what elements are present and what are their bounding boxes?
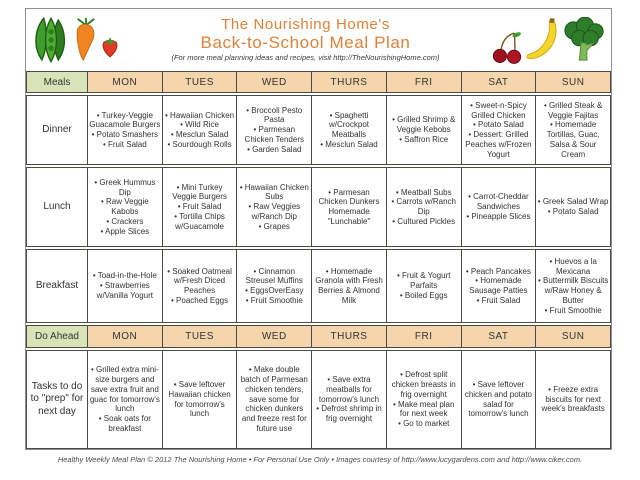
meal-item: • Fruit & Yogurt Parfaits — [396, 271, 451, 291]
meal-item: • Greek Hummus Dip — [94, 177, 156, 197]
lunch-cell-wed — [236, 168, 311, 246]
meal-item: • Wild Rice — [180, 120, 219, 130]
breakfast-cell-sat — [461, 250, 536, 322]
meal-item: • Make double batch of Parmesan chicken tenders, save some for chicken dunkers and freeze rest for future use — [240, 365, 308, 433]
dinner-cell-fri — [386, 96, 461, 164]
meal-item: • Freeze extra biscuits for next week's breakfasts — [541, 384, 605, 414]
meal-item: • Crackers — [106, 216, 144, 226]
dinner-cell-sun — [535, 96, 610, 164]
meal-item: • Save extra meatballs for tomorrow's lunch — [318, 375, 380, 404]
meal-item: • Carrots w/Ranch Dip — [391, 197, 456, 216]
peas-icon — [31, 16, 71, 64]
day-header-sun: SUN — [535, 326, 610, 347]
day-header-wed: WED — [236, 326, 311, 347]
meal-item: • Mesclun Salad — [320, 139, 378, 149]
lunch-cell-sat — [461, 168, 536, 246]
meal-item: • Defrost split chicken breasts in frig overnight — [391, 370, 456, 399]
header-titles — [119, 17, 492, 62]
breakfast-cell-sun — [535, 250, 610, 322]
meals-header-cell: Meals — [27, 72, 87, 92]
lunch-cell-mon — [87, 168, 162, 246]
banana-icon — [524, 16, 560, 64]
row-label-breakfast: Breakfast — [35, 279, 79, 291]
tasks-row — [26, 350, 611, 449]
dinner-cell-tues — [162, 96, 237, 164]
lunch-cell-sun — [535, 168, 610, 246]
day-header-fri: FRI — [386, 326, 461, 347]
meal-item: • Grilled extra mini-size burgers and save extra fruit and guac for tomorrow's lunch — [89, 365, 160, 414]
meal-item: • Raw Veggie Kabobs — [100, 197, 149, 216]
meal-item: • Sourdough Rolls — [167, 139, 232, 149]
meal-item: • Potato Salad — [473, 120, 524, 130]
meal-item: • Broccoli Pesto Pasta — [246, 105, 303, 125]
doahead-header-cell: Do Ahead — [27, 326, 87, 347]
meal-item: • Grilled Steak & Veggie Fajitas — [543, 100, 603, 120]
days-header-row — [26, 71, 611, 93]
meal-item: • Turkey-Veggie Guacamole Burgers — [89, 110, 161, 130]
row-label-tasks: Tasks to do to "prep" for next day — [30, 380, 84, 417]
lunch-cell-tues — [162, 168, 237, 246]
meal-item: • Cultured Pickles — [392, 216, 456, 226]
row-label-dinner: Dinner — [42, 123, 72, 135]
lunch-row — [26, 167, 611, 247]
breakfast-cell-mon — [87, 250, 162, 322]
day-header-thurs: THURS — [311, 72, 386, 92]
header-icons-left — [31, 16, 119, 64]
meal-item: • Buttermilk Biscuits w/Raw Honey & Butter — [537, 276, 609, 305]
day-header-sun: SUN — [535, 72, 610, 92]
day-header-tues: TUES — [162, 326, 237, 347]
meal-item: • Sweet-n-Spicy Grilled Chicken — [470, 100, 527, 120]
day-header-tues: TUES — [162, 72, 237, 92]
day-header-wed: WED — [236, 72, 311, 92]
meal-item: • Homemade Granola with Fresh Berries & Almond Milk — [315, 266, 383, 305]
dinner-cell-wed — [236, 96, 311, 164]
meal-item: • Carrot-Cheddar Sandwiches — [468, 192, 529, 212]
meal-plan-card — [25, 8, 612, 450]
meal-item: • Meatball Subs — [395, 187, 452, 197]
carrot-icon — [73, 17, 99, 63]
day-header-mon: MON — [87, 326, 162, 347]
dinner-cell-sat — [461, 96, 536, 164]
meal-item: • Potato Smashers — [91, 130, 159, 139]
meal-item: • Dessert: Grilled Peaches w/Frozen Yogurt — [465, 130, 532, 159]
meal-item: • Saffron Rice — [399, 134, 449, 144]
lunch-cell-fri — [386, 168, 461, 246]
strawberry-icon — [101, 36, 119, 58]
meal-item: • Grilled Shrimp & Veggie Kebobs — [392, 115, 456, 135]
meal-item: • Parmesan Chicken Dunkers — [318, 187, 380, 207]
breakfast-row — [26, 249, 611, 323]
meal-item: • Make meal plan for next week — [392, 399, 455, 419]
tasks-cell-fri — [386, 351, 461, 448]
tasks-cell-sat — [461, 351, 536, 448]
meal-item: • Pineapple Slices — [466, 211, 531, 221]
meal-item: • Soaked Oatmeal w/Fresh Diced Peaches — [167, 266, 232, 295]
meal-item: • Tortilla Chips w/Guacamole — [174, 211, 225, 231]
meal-item: • Soak oats for breakfast — [98, 414, 151, 433]
dinner-row — [26, 95, 611, 165]
meal-item: • Homemade Tortillas, Guac, Salsa & Sour Cream — [546, 120, 600, 159]
meal-item: • Fruit Smoothie — [544, 305, 602, 315]
tasks-cell-thurs — [311, 351, 386, 448]
tasks-cell-mon — [87, 351, 162, 448]
meal-item: • Strawberries w/Vanilla Yogurt — [96, 281, 154, 300]
meal-item: • Apple Slices — [100, 226, 150, 236]
breakfast-cell-wed — [236, 250, 311, 322]
footer-credit: Healthy Weekly Meal Plan © 2012 The Nourishing Home • For Personal Use Only • Images courtesy of http://www.lucygardens.com and http://www.ciker.com. — [57, 455, 583, 464]
meal-item: • Mesclun Salad — [170, 130, 229, 139]
meal-item: • Hawaiian Chicken Subs — [239, 182, 309, 202]
meal-item: • Greek Salad Wrap — [537, 197, 609, 207]
meal-item: • Fruit Salad — [102, 139, 147, 149]
day-header-fri: FRI — [386, 72, 461, 92]
meal-item: • Peach Pancakes — [465, 266, 531, 276]
meal-item: • Defrost shrimp in frig overnight — [316, 404, 382, 424]
meal-item: • Fruit Salad — [476, 295, 521, 305]
tasks-cell-sun — [535, 351, 610, 448]
doahead-header-row — [26, 325, 611, 348]
day-header-sat: SAT — [461, 326, 536, 347]
meal-item: • Homemade Sausage Patties — [469, 276, 528, 295]
tasks-cell-tues — [162, 351, 237, 448]
dinner-cell-mon — [87, 96, 162, 164]
day-header-sat: SAT — [461, 72, 536, 92]
day-header-mon: MON — [87, 72, 162, 92]
meal-item: • Fruit Smoothie — [245, 295, 303, 305]
meal-item: • Parmesan Chicken Tenders — [244, 125, 304, 144]
meal-item: • Toad-in-the-Hole — [92, 271, 157, 281]
dinner-cell-thurs — [311, 96, 386, 164]
meal-item: • Fruit Salad — [177, 202, 222, 212]
meal-item: • Huevos a la Mexicana — [549, 256, 597, 276]
meal-item: • Garden Salad — [247, 144, 302, 154]
meal-item: • Save leftover chicken and potato salad for tomorrow's lunch — [464, 380, 532, 419]
header-note: (For more meal planning ideas and recipes, visit http://TheNourishingHome.com) — [171, 53, 440, 63]
breakfast-cell-tues — [162, 250, 237, 322]
meal-item: • Potato Salad — [547, 207, 599, 216]
tasks-cell-wed — [236, 351, 311, 448]
meal-item: • Spaghetti w/Crockpot Meatballs — [328, 110, 369, 139]
meal-item: • Poached Eggs — [171, 295, 229, 305]
row-label-lunch: Lunch — [43, 200, 71, 212]
header — [26, 9, 611, 69]
cherries-icon — [492, 31, 522, 65]
meal-item: • Hawaiian Chicken — [165, 110, 235, 120]
header-icons-right — [492, 15, 606, 65]
breakfast-cell-thurs — [311, 250, 386, 322]
breakfast-cell-fri — [386, 250, 461, 322]
meal-item: • Save leftover Hawaiian chicken for tomorrow's lunch — [168, 380, 231, 419]
day-header-thurs: THURS — [311, 326, 386, 347]
page-title-line1: The Nourishing Home's — [221, 16, 390, 34]
meal-item: • Cinnamon Streusel Muffins — [245, 266, 303, 286]
meal-item: • Go to market — [398, 419, 450, 428]
lunch-cell-thurs — [311, 168, 386, 246]
page-title-line2: Back-to-School Meal Plan — [200, 32, 411, 52]
meal-item: • Mini Turkey Veggie Burgers — [172, 182, 227, 202]
meal-item: • EggsOverEasy — [245, 286, 304, 295]
broccoli-icon — [562, 17, 606, 63]
meal-item: Homemade "Lunchable" — [327, 207, 371, 226]
meal-item: • Grapes — [258, 221, 290, 231]
meal-item: • Boiled Eggs — [399, 290, 448, 300]
meal-item: • Raw Veggies w/Ranch Dip — [248, 202, 301, 221]
